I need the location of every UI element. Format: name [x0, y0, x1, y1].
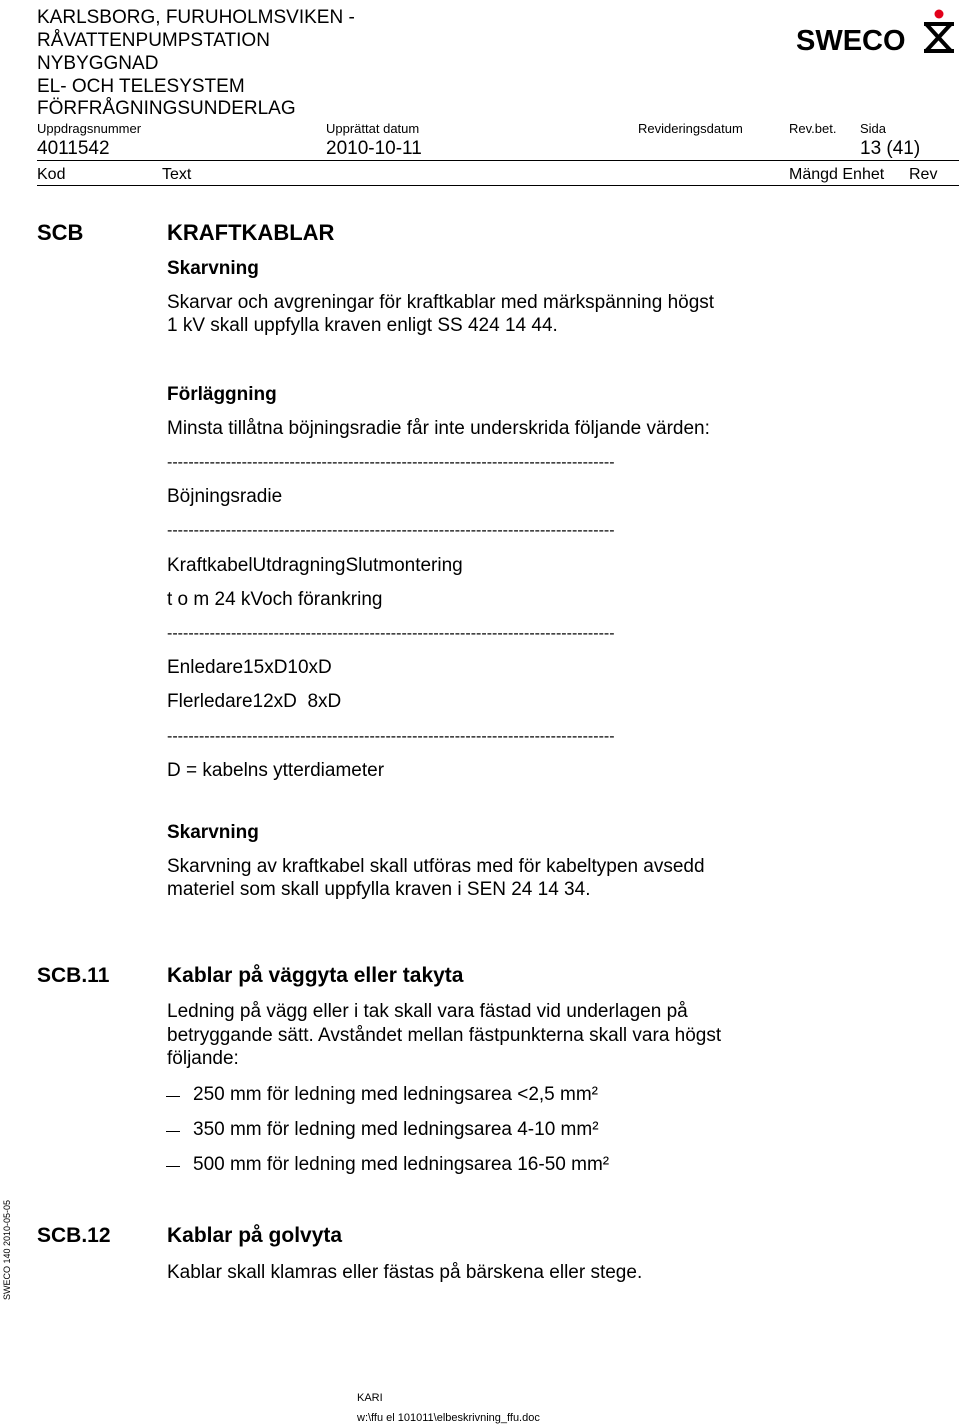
table-heading-columns: KraftkabelUtdragningSlutmontering [167, 555, 463, 576]
bullet-dash [166, 1166, 180, 1167]
table-heading-subcolumns: t o m 24 kVoch förankring [167, 589, 383, 610]
bullet-dash [166, 1131, 180, 1132]
column-mangd-enhet: Mängd Enhet [789, 166, 885, 183]
dashed-separator: ------------------------------------------------------------------------------------ [167, 728, 615, 745]
section-title: Kablar på golvyta [167, 1224, 343, 1247]
header-divider-bottom [37, 185, 959, 186]
paragraph-line: Ledning på vägg eller i tak skall vara fästad vid underlagen på [167, 1001, 688, 1022]
section-title: KRAFTKABLAR [167, 220, 335, 245]
section-code: SCB.12 [37, 1224, 111, 1247]
paragraph-line: Skarvar och avgreningar för kraftkablar med märkspänning högst [167, 292, 715, 313]
table-row-enledare: Enledare15xD10xD [167, 657, 332, 678]
paragraph: Kablar skall klamras eller fästas på bärskena eller stege. [167, 1262, 643, 1283]
title-line-5: FÖRFRÅGNINGSUNDERLAG [37, 98, 296, 119]
label-revideringsdatum: Revideringsdatum [638, 121, 743, 136]
value-uppdragsnummer: 4011542 [37, 138, 110, 159]
dashed-separator: ------------------------------------------------------------------------------------ [167, 454, 615, 471]
label-sida: Sida [860, 121, 887, 136]
paragraph-line: följande: [167, 1048, 239, 1069]
paragraph-line: betryggande sätt. Avståndet mellan fästpunkterna skall vara högst [167, 1025, 722, 1046]
column-kod: Kod [37, 166, 66, 183]
footer-filepath: w:\ffu el 101011\elbeskrivning_ffu.doc [357, 1412, 540, 1424]
list-item: 250 mm för ledning med ledningsarea <2,5 mm² [193, 1084, 599, 1105]
label-uppdragsnummer: Uppdragsnummer [37, 121, 142, 136]
title-line-3: NYBYGGNAD [37, 53, 159, 74]
paragraph-bending-radius: Minsta tillåtna böjningsradie får inte underskrida följande värden: [167, 418, 710, 439]
side-template-code: SWECO 140 2010-05-05 [2, 1199, 12, 1300]
title-line-4: EL- OCH TELESYSTEM [37, 76, 245, 97]
note-diameter: D = kabelns ytterdiameter [167, 760, 385, 781]
table-heading-bojningsradie: Böjningsradie [167, 486, 283, 507]
logo-wordmark: SWECO [796, 25, 906, 54]
column-rev: Rev [909, 166, 938, 183]
dashed-separator: ------------------------------------------------------------------------------------ [167, 522, 615, 539]
paragraph-line: materiel som skall uppfylla kraven i SEN 24 14 34. [167, 879, 591, 900]
section-code: SCB [37, 220, 84, 245]
label-revbet: Rev.bet. [789, 121, 837, 136]
paragraph-line: 1 kV skall uppfylla kraven enligt SS 424 14 44. [167, 315, 558, 336]
footer-author: KARI [357, 1392, 383, 1404]
value-sida: 13 (41) [860, 138, 921, 159]
list-item: 500 mm för ledning med ledningsarea 16-50 mm² [193, 1154, 610, 1175]
subheading-skarvning-2: Skarvning [167, 822, 259, 843]
label-upprattat-datum: Upprättat datum [326, 121, 420, 136]
title-line-2: RÅVATTENPUMPSTATION [37, 30, 270, 51]
table-row-flerledare: Flerledare12xD 8xD [167, 691, 342, 712]
sweco-logo [796, 8, 954, 54]
header-divider-top [37, 160, 959, 161]
subheading-skarvning: Skarvning [167, 258, 259, 279]
section-title: Kablar på väggyta eller takyta [167, 964, 464, 987]
value-upprattat-datum: 2010-10-11 [326, 138, 422, 159]
dashed-separator: ------------------------------------------------------------------------------------ [167, 625, 615, 642]
subheading-forlaggning: Förläggning [167, 384, 277, 405]
title-line-1: KARLSBORG, FURUHOLMSVIKEN - [37, 7, 355, 28]
column-text: Text [162, 166, 192, 183]
bullet-dash [166, 1096, 180, 1097]
paragraph-line: Skarvning av kraftkabel skall utföras med för kabeltypen avsedd [167, 856, 705, 877]
list-item: 350 mm för ledning med ledningsarea 4-10 mm² [193, 1119, 599, 1140]
section-code: SCB.11 [37, 964, 110, 987]
